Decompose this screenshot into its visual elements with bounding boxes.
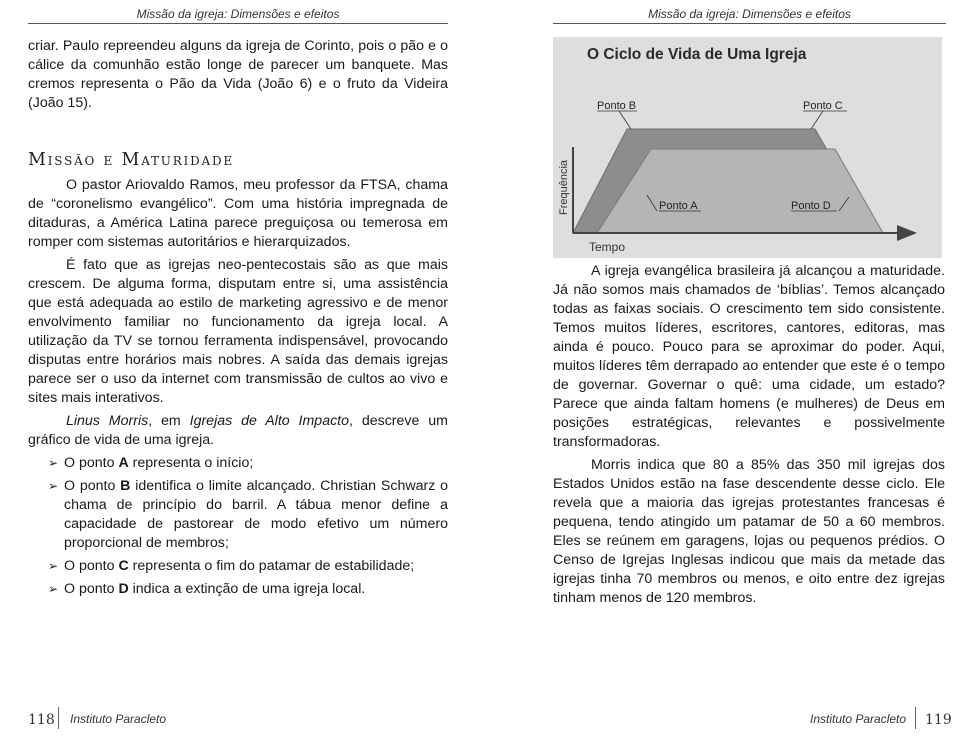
header-rule-left <box>28 23 448 24</box>
chart-title: O Ciclo de Vida de Uma Igreja <box>587 46 807 63</box>
section-heading: Missão e Maturidade <box>28 150 234 170</box>
life-cycle-chart <box>553 37 942 258</box>
list-item: ➢ O ponto D indica a extinção de uma igreja local. <box>48 581 366 597</box>
point-label-d: Ponto D <box>791 200 831 212</box>
running-header-left: Missão da igreja: Dimensões e efeitos <box>136 7 340 21</box>
list-item: ➢ O ponto B identifica o limite alcançado. Christian Schwarz o chama de princípio do barril. A tábua menor define a capacidade de pastorear de modo efetivo um número proporcional de membros; <box>48 478 448 551</box>
connector-text: , em <box>148 413 190 429</box>
points-list <box>48 454 448 599</box>
footer-divider-left <box>58 707 59 729</box>
x-axis-label: Tempo <box>589 240 626 254</box>
footer-right: Instituto Paracleto <box>810 712 907 726</box>
y-axis-label: Frequência <box>558 159 570 215</box>
paragraph-neopentecostais: É fato que as igrejas neo-pentecostais são as que mais crescem. De alguma forma, disputam entre si, uma assistência que está adequada ao estilo de marketing agressivo e de menor envolvimento familiar no funcionamento da igreja local. A utilização da TV se tornou ferramenta indispensável, provocando disputas entre horários mais nobres. A saída das demais igrejas parece ser o uso da internet com transmissão de cultos ao vivo e sites mais interativos. <box>28 257 448 406</box>
point-label-a: Ponto A <box>659 200 698 212</box>
list-item: ➢ O ponto A representa o início; <box>48 455 254 471</box>
point-label-b: Ponto B <box>597 100 637 112</box>
point-label-c: Ponto C <box>803 100 843 112</box>
header-rule-right <box>553 23 946 24</box>
page-number-left: 118 <box>28 712 55 728</box>
left-page <box>0 0 484 740</box>
paragraph-morris-stats: Morris indica que 80 a 85% das 350 mil igrejas dos Estados Unidos estão na fase descendente desse ciclo. Ele revela que a maioria das igrejas protestantes francesas é pequena, tendo atingido um patamar de 50 a 60 membros. Eles se reúnem em garagens, lojas ou pequenos prédios. O Censo de Igrejas Inglesas indicou que mais da metade das igrejas tinha 70 membros ou menos, e oito entre dez igrejas tinham menos de 120 membros. <box>553 457 945 606</box>
arrow-bullet-icon: ➢ <box>48 456 59 470</box>
right-body <box>553 262 945 608</box>
footer-divider-right <box>915 707 916 729</box>
arrow-bullet-icon: ➢ <box>48 559 59 573</box>
left-body <box>28 37 448 599</box>
point-leader-line <box>619 111 631 129</box>
intro-paragraph: criar. Paulo repreendeu alguns da igreja de Corinto, pois o pão e o cálice da comunhão estão longe de parecer um banquete. Mas cremos representa o Pão da Vida (João 6) e o fruto da Videira (João 15). <box>28 38 448 111</box>
paragraph-linus-morris <box>28 412 448 450</box>
arrow-bullet-icon: ➢ <box>48 479 59 493</box>
chart-svg <box>553 37 942 258</box>
paragraph-rest: , descreve um gráfico de vida de uma igreja. <box>28 413 448 448</box>
arrow-bullet-icon: ➢ <box>48 582 59 596</box>
footer-left: Instituto Paracleto <box>70 712 167 726</box>
point-leader-line <box>811 111 823 129</box>
book-title: Igrejas de Alto Impacto <box>189 413 350 429</box>
running-header-right: Missão da igreja: Dimensões e efeitos <box>648 7 851 21</box>
page-number-right: 119 <box>925 712 952 728</box>
paragraph-ariovaldo: O pastor Ariovaldo Ramos, meu professor da FTSA, chama de “coronelismo evangélico”. Com uma história impregnada de ditaduras, a América Latina parece preguiçosa ou temerosa em romper com sistemas autoritários e hierarquizados. <box>28 177 448 250</box>
author-name: Linus Morris <box>66 413 149 429</box>
paragraph-maturidade: A igreja evangélica brasileira já alcançou a maturidade. Já não somos mais chamados de ‘bíblias’. Temos alcançado todas as faixas sociais. O crescimento tem sido consistente. Temos muitos líderes, escritores, cantores, editoras, mas ainda é pouco. Pouco para se aproximar do poder. Aqui, muitos líderes têm derrapado ao entender que este é o tempo de governar. Governar o quê: uma cidade, um estado? Parece que ainda faltam homens (e mulheres) de Deus em posições estratégicas, relevantes e possivelmente transformadoras. <box>553 263 945 450</box>
list-item: ➢ O ponto C representa o fim do patamar de estabilidade; <box>48 558 415 574</box>
